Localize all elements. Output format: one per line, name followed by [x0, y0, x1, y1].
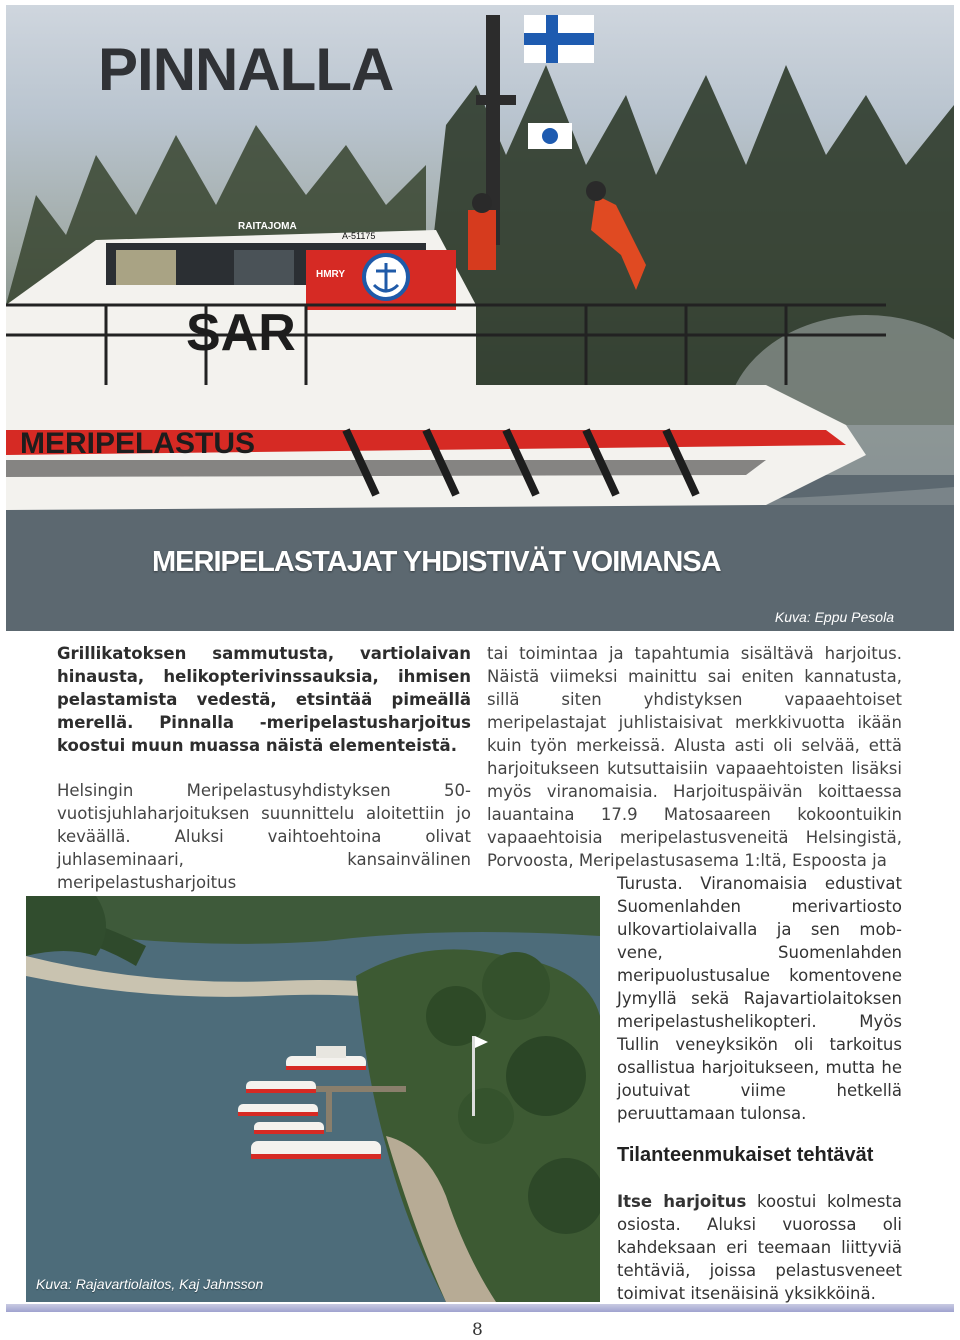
- hull-lettering: MERIPELASTUS: [20, 427, 256, 460]
- aerial-photo-credit: Kuva: Rajavartiolaitos, Kaj Jahnsson: [36, 1276, 264, 1292]
- aerial-photo: [26, 896, 600, 1302]
- article-headline: MERIPELASTAJAT YHDISTIVÄT VOIMANSA: [152, 546, 721, 578]
- paragraph-body: koostui kolmesta osiosta. Aluksi vuorossa oli kahdeksaan eri teemaan liittyviä tehtäviä, joissa pelastusveneet toimivat itsenäisinä yksikköinä.: [617, 1192, 902, 1303]
- subheading: Tilanteenmukaiset tehtävät: [617, 1144, 874, 1166]
- section-kicker: PINNALLA: [98, 36, 394, 103]
- boat-nameplate: RAITAJOMA: [238, 221, 297, 232]
- registration-plate: A-51175: [342, 231, 376, 241]
- hmry-badge: HMRY: [316, 269, 346, 280]
- cabin-lettering: SAR: [186, 304, 296, 362]
- intro-paragraph: Helsingin Meripelastusyhdistyksen 50-vuotisjuhlaharjoituksen suunnittelu aloitettiin jo keväällä. Aluksi vaihtoehtoina olivat juhlaseminaari, kansainvälinen meripelastusharjoitus: [57, 781, 471, 892]
- paragraph-bold-lead: Itse harjoitus: [617, 1192, 747, 1211]
- lead-paragraph: Grillikatoksen sammutusta, vartiolaivan hinausta, helikopterivinssauksia, ihmisen pelastamista vedestä, etsintää pimeällä merellä. Pinnalla -meripelastusharjoitus koostui muun muassa näistä elementeistä.: [57, 644, 471, 755]
- hero-photo-credit: Kuva: Eppu Pesola: [774, 609, 894, 625]
- column2-paragraph-3: [617, 1190, 902, 1305]
- hero-photo: [6, 5, 954, 631]
- column2-paragraph-2: Turusta. Viranomaisia edustivat Suomenlahden merivartiosto ulkovartiolaivalla ja sen mob-vene, Suomenlahden meripuolustusalue komentovene Jymyllä sekä Rajavartiolaitoksen meripelastushelikopteri. Myös Tullin veneyksikön oli tarkoitus osallistua harjoitukseen, mutta he joutuivat viime hetkellä peruuttamaan tulonsa.: [617, 874, 902, 1123]
- column2-paragraph-1: tai toimintaa ja tapahtumia sisältävä harjoitus. Näistä viimeksi mainittu sai eniten kannatusta, sillä siten yhdistyksen vapaaehtoiset meripelastajat juhlistaisivat merkkivuotta ikään kuin työn merkeissä. Alusta asti oli selvää, että harjoitukseen kutsuttaisiin vapaaehtoisten lisäksi myös viranomaisia. Harjoituspäivän koittaessa lauantaina 17.9 Matosaareen kokoontuikin vapaaehtoisia meripelastusveneitä Helsingistä, Porvoosta, Meripelastusasema 1:ltä, Espoosta ja: [487, 644, 902, 870]
- footer-rule: [6, 1304, 954, 1312]
- island-harbour-illustration: [26, 896, 600, 1302]
- page-number: 8: [472, 1320, 483, 1340]
